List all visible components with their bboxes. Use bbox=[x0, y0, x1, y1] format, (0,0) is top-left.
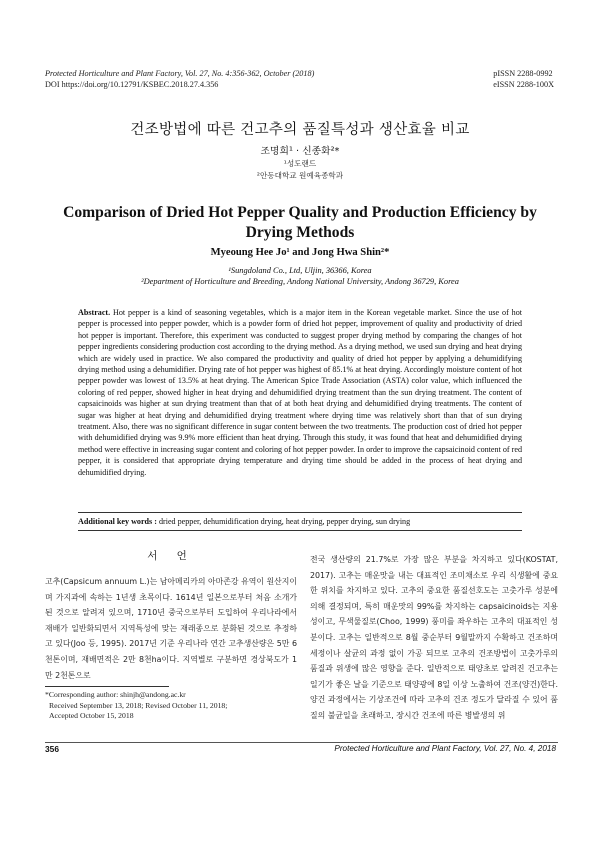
korean-affiliation-2: ²안동대학교 원예육종학과 bbox=[256, 171, 344, 180]
abstract-divider bbox=[78, 512, 522, 513]
keywords-text: dried pepper, dehumidification drying, heat drying, pepper drying, sun drying bbox=[156, 517, 411, 526]
footnote-divider bbox=[45, 686, 169, 687]
keywords-label: Additional key words : bbox=[78, 517, 157, 526]
body-column-left: 고추(Capsicum annuum L.)는 남아메리카의 아마존강 유역이 원산지이며 가지과에 속하는 1년생 초목이다. 1614년 일본으로부터 처음 소개가 된 것으로 알려져 있으며, 1710년 중국으로부터 도입하여 우리나라에서 재배가 일반화되면서 지역특성에 맞는 재래종으로 분화된 것으로 추정하고 있다(Joo 등, 1995). 2017년 기준 우리나라 연간 고추생산량은 5만 6천톤이며, 재배면적은 2만 8천ha이다. 지역별로 구분하면 경상북도가 1만 2천톤으로 bbox=[45, 577, 297, 680]
english-authors: Myeoung Hee Jo¹ and Jong Hwa Shin²* bbox=[210, 247, 390, 258]
footnote bbox=[45, 690, 297, 722]
received-date: Received September 13, 2018; Revised October 11, 2018; bbox=[49, 700, 228, 710]
abstract-text: Hot pepper is a kind of seasoning vegetables, which is a major item in the Korean vegetable market. Since the use of hot pepper is processed into pepper powder, which is a powder form of dried hot pepper, improvement of quality and productivity of dried hot pepper is important. Therefore, this experiment was conducted to suggest proper drying method by comparing the changes of hot pepper ingredients considering production cost according to the drying method. As a drying method, we used sun drying and heat drying which are widely used in practice. We also compared the productivity and quality of dried hot pepper by applying a dehumidifying drying method using a dehumidifier. Drying rate of hot pepper was highest of 85.1% at heat drying. Accordingly moisture content of hot pepper powder was lowest of 13.5% at heat drying. The American Spice Trade Association (ASTA) color value, which influenced the coloring of red pepper, showed higher in heat drying and dehumidified drying treatment than the sun drying treatment. The content of capsaicinoids was higher at sun drying treatment than that of at both heat drying and dehumidified drying treatments. The content of sugar was higher at heat drying and dehumidified drying treatment where drying time was relatively short than that of sun drying treatment. Also, there was no significant difference in sugar content between the two treatments. The production cost of dried hot pepper with dehumidified drying was 9.9% more efficient than heat drying. Through this study, it was found that heat and dehumidified drying method were effective in increasing sugar content and coloring of hot pepper powder. In order to improve the capsaicinoid content of red pepper, it is considered that appropriate drying temperature and drying time should be added in the process of heat drying and dehumidified drying. bbox=[78, 308, 522, 477]
page-number: 356 bbox=[45, 744, 59, 754]
english-title: Comparison of Dried Hot Pepper Quality and Production Efficiency by Drying Methods bbox=[63, 204, 537, 241]
section-heading-introduction: 서 언 bbox=[147, 550, 195, 562]
keywords bbox=[78, 516, 522, 527]
footer-journal: Protected Horticulture and Plant Factory, Vol. 27, No. 4, 2018 bbox=[334, 744, 556, 753]
english-affiliation-1: ¹Sungdoland Co., Ltd, Uljin, 36366, Korea bbox=[228, 266, 372, 275]
english-affiliations bbox=[0, 265, 600, 287]
issn-block bbox=[493, 68, 554, 90]
abstract bbox=[78, 307, 522, 478]
accepted-date: Accepted October 15, 2018 bbox=[49, 711, 134, 720]
journal-citation: Protected Horticulture and Plant Factory, Vol. 27, No. 4:356-362, October (2018) bbox=[45, 69, 315, 78]
corresponding-author: *Corresponding author: shinjh@andong.ac.kr bbox=[45, 690, 186, 699]
abstract-label: Abstract. bbox=[78, 308, 111, 317]
korean-title: 건조방법에 따른 건고추의 품질특성과 생산효율 비교 bbox=[130, 122, 470, 138]
doi-link[interactable]: DOI https://doi.org/10.12791/KSBEC.2018.27.4.356 bbox=[45, 80, 219, 89]
keywords-divider bbox=[78, 530, 522, 531]
body-column-right: 전국 생산량의 21.7%로 가장 많은 부분을 차지하고 있다(KOSTAT, 2017). 고추는 매운맛을 내는 대표적인 조미채소로 우리 식생활에 중요한 위치를 차지하고 있다. 고추의 중요한 품질선호도는 고춧가루 성분에 의해 결정되며, 특히 매운맛의 99%를 차지하는 capsaicinoids는 지용성이고, 무색물질로(Choo, 1999) 풍미를 좌우하는 고추의 대표적인 성분이다. 고추는 일반적으로 8월 중순부터 9월말까지 수확하고 건조하며 세정이나 살균의 과정 없이 가공 되므로 고추의 건조방법이 고춧가루의 품질과 위생에 많은 영향을 준다. 일반적으로 태양초로 알려진 건고추는 일기가 좋은 날을 기준으로 태양광에 8일 이상 노출하여 건조(양건)한다. 양건 과정에서는 기상조건에 따라 고추의 건조 정도가 달라질 수 있어 품질의 불균일을 초래하고, 장시간 건조에 따른 병발생의 위 bbox=[310, 555, 558, 720]
pissn: pISSN 2288-0992 bbox=[493, 69, 553, 78]
korean-affiliations bbox=[0, 158, 600, 182]
journal-header bbox=[45, 68, 314, 90]
footer-divider bbox=[45, 742, 558, 743]
english-affiliation-2: ²Department of Horticulture and Breeding, Andong National University, Andong 36729, Korea bbox=[141, 277, 459, 286]
eissn: eISSN 2288-100X bbox=[493, 80, 554, 89]
korean-authors: 조명희¹ · 신종화²* bbox=[260, 146, 340, 157]
korean-affiliation-1: ¹성도랜드 bbox=[283, 159, 317, 168]
